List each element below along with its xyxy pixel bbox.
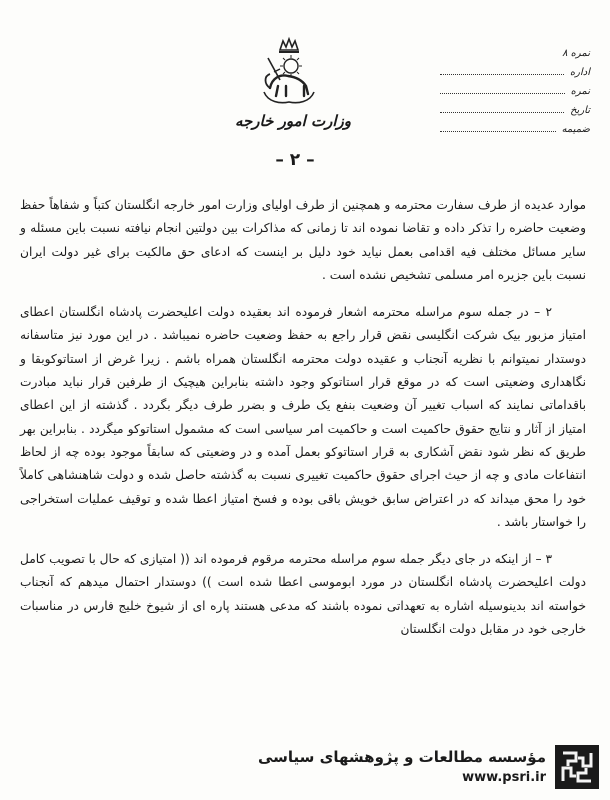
institute-logo-icon xyxy=(554,744,600,790)
ministry-name: وزارت امور خارجه xyxy=(234,112,352,130)
form-field-label: اداره xyxy=(569,67,590,78)
form-field-number xyxy=(440,78,590,97)
paragraph-3: ۳ – از اینکه در جای دیگر جمله سوم مراسله محترمه مرقوم فرموده اند (( امتیازی که حال با تصویب کامل دولت اعلیحضرت پادشاه انگلستان در مورد ابوموسی اعطا شده است )) دوستدار احتمال میدهم که آنجناب خواسته اند بدینوسیله اشاره به تعهداتی نموده باشند که مدعی هستند پاره ای از شیوخ خلیج فارس در مناسبات خارجی خود در مقابل دولت انگلستان xyxy=(20,552,586,637)
paragraph-1: موارد عدیده از طرف سفارت محترمه و همچنین از طرف اولیای وزارت امور خارجه انگلستان کتباً و شفاهاً حفظ وضعیت حاضره را تذکر داده و تقاضا نموده اند تا زمانی که مذاکرات بین دولتین انجام نیافته نسبت باین مسئله و سایر مسائل مختلف فیه اقدامی بعمل نیاید خود دلیل بر اینست که ادعای حق مالکیت برای غیر دولت ایران نسبت باین جزیره امر مسلمی تشخیص نشده است . xyxy=(20,198,586,282)
form-field-line xyxy=(440,74,564,75)
form-field-line xyxy=(440,93,565,94)
page-number: – ۲ – xyxy=(275,150,315,170)
form-field-label: ضمیمه xyxy=(561,124,590,135)
form-field-line xyxy=(440,131,556,132)
form-field-office xyxy=(440,59,590,78)
letterhead-form xyxy=(440,40,590,135)
form-field-line xyxy=(440,112,564,113)
form-number-row xyxy=(440,40,590,59)
letter-body xyxy=(20,194,586,641)
watermark-url[interactable]: www.psri.ir xyxy=(462,770,546,785)
form-field-label: تاریخ xyxy=(570,105,590,116)
form-number: نمره ۸ xyxy=(562,48,590,59)
watermark-name: مؤسسه مطالعات و پژوهشهای سیاسی xyxy=(257,748,546,766)
lion-and-sun-emblem-icon xyxy=(258,36,320,106)
watermark xyxy=(257,744,600,794)
form-field-label: نمره xyxy=(570,86,590,97)
form-field-date xyxy=(440,97,590,116)
paragraph-2: ۲ – در جمله سوم مراسله محترمه اشعار فرموده اند بعقیده دولت اعلیحضرت پادشاه انگلستان اعطای امتیاز مزبور بیک شرکت انگلیسی نقض قرار راجع به حفظ وضعیت حاضره نمیباشد . در این مورد نیز متاسفانه دوستدار نمیتوانم با نظریه آنجناب و عقیده دولت محترمه انگلستان همراه باشم . زیرا غرض از استاتوکوبقا و نگاهداری وضعیتی است که در موقع قرار استاتوکو وجود داشته بنابراین هیچیک از طرفین قرار نباید مبادرت باقداماتی نمایند که اسباب تغییر آن وضعیت بنفع یک طرف و بضرر طرف دیگر بگردد . گذشته از این اعطای امتیاز از آثار و نتایج حقوق حاکمیت است و حاکمیت امر سیاسی است که مشمول استاتوکو میگردد . بنابراین بهر طریق که نظر شود نقض آشکاری به قرار استاتوکو بعمل آمده و در وضعیتی که سابقاً موجود بوده چه از لحاظ انتفاعات مادی و چه از حیث اجرای حقوق حاکمیت تغییری نسبت به گذشته حاصل شده و دولت شاهنشاهی کاملاً خود را محق میداند که در اعتراض سابق خویش باقی بوده و فسخ امتیاز اعطا شده و توقیف عملیات استخراجی را خواستار باشد . xyxy=(20,305,586,529)
form-field-attachment xyxy=(440,116,590,135)
